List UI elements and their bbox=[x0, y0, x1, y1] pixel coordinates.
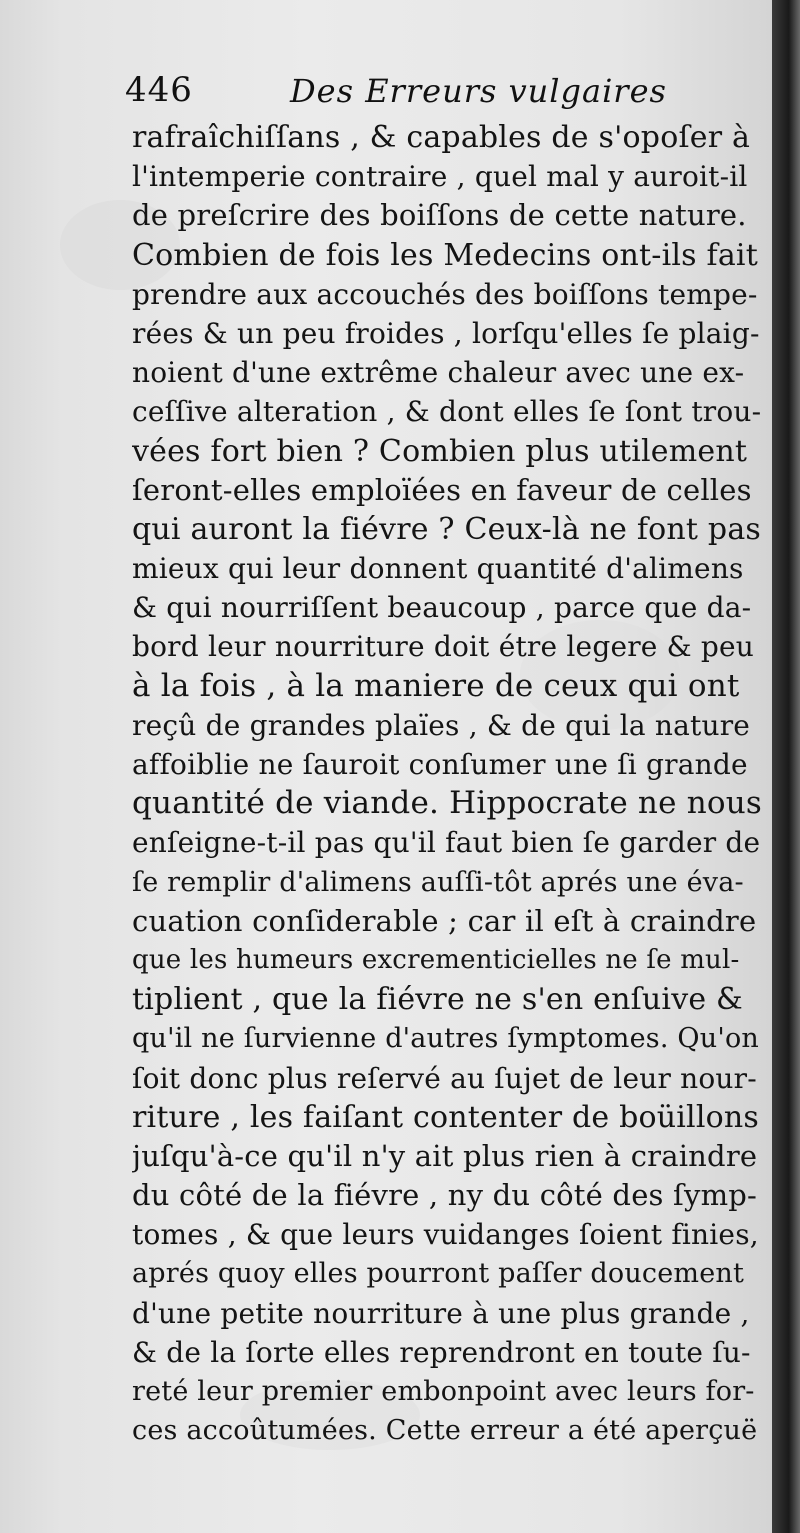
text-line: quantité de viande. Hippocrate ne nous bbox=[132, 785, 762, 822]
text-line: noient d'une extrême chaleur avec une ex- bbox=[132, 356, 745, 390]
text-line: Combien de fois les Medecins ont-ils fait bbox=[132, 237, 758, 273]
text-line: de preſcrire des boiſſons de cette nature. bbox=[132, 198, 747, 233]
text-line: tomes , & que leurs vuidanges ſoient finies, bbox=[132, 1218, 759, 1252]
text-line: & qui nourriſſent beaucoup , parce que da- bbox=[132, 591, 752, 625]
body-text bbox=[132, 118, 762, 1450]
page-number: 446 bbox=[125, 70, 193, 110]
text-line: rafraîchiſſans , & capables de s'opoſer à bbox=[132, 120, 751, 155]
text-line: rées & un peu froides , lorſqu'elles ſe plaig- bbox=[132, 316, 760, 350]
text-line: du côté de la fiévre , ny du côté des ſymp- bbox=[132, 1178, 758, 1213]
text-line: que les humeurs excrementicielles ne ſe mul- bbox=[132, 944, 740, 975]
text-line: ſoit donc plus reſervé au ſujet de leur nour- bbox=[132, 1061, 757, 1095]
binding-gutter bbox=[772, 0, 800, 1533]
text-line: vées fort bien ? Combien plus utilement bbox=[132, 433, 748, 469]
text-line: reçû de grandes plaïes , & de qui la nature bbox=[132, 708, 751, 742]
text-line: affoiblie ne ſauroit conſumer une ſi grande bbox=[132, 748, 748, 781]
text-line: mieux qui leur donnent quantité d'alimens bbox=[132, 552, 744, 586]
text-line: à la fois , à la maniere de ceux qui ont bbox=[132, 667, 740, 704]
text-line: qui auront la fiévre ? Ceux-là ne font pas bbox=[132, 511, 761, 547]
text-line: bord leur nourriture doit étre legere & peu bbox=[132, 630, 755, 664]
page-header bbox=[125, 70, 745, 116]
running-title: Des Erreurs vulgaires bbox=[290, 72, 667, 110]
text-line: ſeront-elles emploïées en faveur de celles bbox=[132, 472, 752, 507]
text-line: aprés quoy elles pourront paſſer doucement bbox=[132, 1258, 745, 1290]
text-line: ſe remplir d'alimens auſſi-tôt aprés une éva- bbox=[132, 866, 744, 898]
text-line: riture , les faiſant contenter de boüillons bbox=[132, 1099, 760, 1135]
text-line: reté leur premier embonpoint avec leurs for- bbox=[132, 1376, 755, 1407]
text-line: & de la ſorte elles reprendront en toute ſu- bbox=[132, 1335, 751, 1369]
text-line: ceſſive alteration , & dont elles ſe ſont trou- bbox=[132, 395, 762, 429]
text-line: l'intemperie contraire , quel mal y auroit-il bbox=[132, 160, 748, 194]
text-line: tiplient , que la fiévre ne s'en enſuive & bbox=[132, 982, 743, 1018]
text-line: ces accoûtumées. Cette erreur a été aperçuë bbox=[132, 1415, 758, 1447]
text-line: enſeigne-t-il pas qu'il faut bien ſe garder de bbox=[132, 826, 761, 860]
text-line: prendre aux accouchés des boiſſons tempe- bbox=[132, 277, 758, 311]
text-line: cuation conſiderable ; car il eſt à craindre bbox=[132, 903, 757, 938]
text-line: juſqu'à-ce qu'il n'y ait plus rien à craindre bbox=[132, 1138, 758, 1173]
text-line: qu'il ne ſurvienne d'autres ſymptomes. Qu'on bbox=[132, 1023, 759, 1055]
text-line: d'une petite nourriture à une plus grande , bbox=[132, 1296, 750, 1330]
